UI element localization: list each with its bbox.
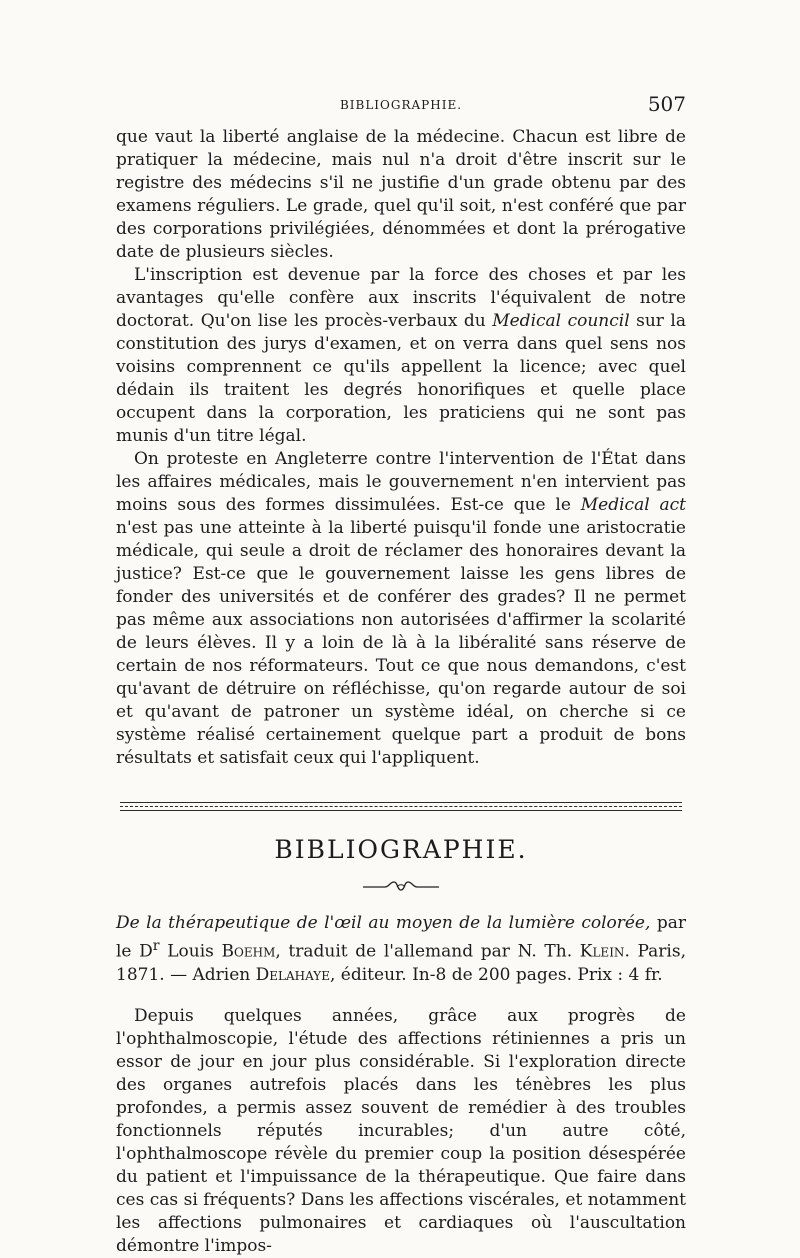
body-paragraph-2: [116, 264, 686, 448]
body-paragraph-1: que vaut la liberté anglaise de la médecine. Chacun est libre de pratiquer la médecine, mais nul n'a droit d'être inscrit sur le registre des médecins s'il ne justifie d'un grade obtenu par des examens réguliers. Le grade, quel qu'il soit, n'est conféré que par des corporations privilégiées, dénommées et dont la prérogative date de plusieurs siècles.: [116, 127, 686, 262]
running-title: BIBLIOGRAPHIE.: [339, 98, 463, 112]
running-header: [116, 92, 686, 126]
entry-text-2: Louis: [159, 941, 222, 962]
body-paragraph-2-text-a: L'inscription est devenue par la force des choses et par les avantages qu'elle confère aux inscrits l'équivalent de notre doctorat. Qu'on lise les procès-verbaux du: [116, 265, 686, 331]
review-paragraph: Depuis quelques années, grâce aux progrès de l'ophthalmoscopie, l'étude des affections rétiniennes a pris un essor de jour en jour plus considérable. Si l'exploration directe des organes autrefois placés dans les ténèbres les plus profondes, a permis assez souvent de remédier à des troubles fonctionnels réputés incurables; d'un autre côté, l'ophthalmoscope révèle du premier coup la position désespérée du patient et l'impuissance de la thérapeutique. Que faire dans ces cas si fréquents? Dans les affections viscérales, et notamment les affections pulmonaires et cardiaques où l'auscultation démontre l'impos-: [116, 1005, 686, 1256]
body-paragraph-2-text-b: sur la constitution des jurys d'examen, et on verra dans quel sens nos voisins comprennent ce qu'ils appellent la licence; avec quel dédain ils traitent les degrés honorifiques et quelle place occupent dans la corporation, les praticiens qui ne sont pas munis d'un titre légal.: [116, 311, 686, 446]
book-page: [116, 92, 686, 1258]
bibliography-entry: [116, 912, 686, 987]
publisher-name: Delahaye: [255, 964, 330, 985]
translator-name: Klein: [579, 941, 625, 962]
entry-text-5: , éditeur. In-8 de 200 pages. Prix : 4 fr.: [329, 964, 663, 985]
section-heading: BIBLIOGRAPHIE.: [274, 835, 528, 864]
section-divider: [116, 802, 686, 811]
entry-text-1: par le D: [116, 913, 686, 962]
flourish-ornament-icon: [361, 878, 441, 894]
divider-line: [120, 810, 682, 811]
body-paragraph-3: [116, 448, 686, 770]
page-number: 507: [647, 92, 686, 116]
medical-council-title: Medical council: [492, 311, 630, 331]
entry-text-4: . Paris, 1871. — Adrien: [116, 941, 686, 985]
medical-act-title: Medical act: [580, 495, 686, 515]
author-name: Boehm: [221, 941, 276, 962]
doctor-abbrev-superscript: r: [152, 938, 160, 954]
body-paragraph-3-text-a: On proteste en Angleterre contre l'intervention de l'État dans les affaires médicales, mais le gouvernement n'en intervient pas moins sous des formes dissimulées. Est-ce que le: [116, 449, 686, 515]
entry-text-3: , traduit de l'allemand par N. Th.: [275, 941, 580, 962]
divider-line: [120, 802, 682, 803]
book-title: De la thérapeutique de l'œil au moyen de la lumière colorée,: [116, 913, 651, 933]
divider-line: [120, 806, 682, 807]
body-paragraph-3-text-b: n'est pas une atteinte à la liberté puisqu'il fonde une aristocratie médicale, qui seule a droit de réclamer des honoraires devant la justice? Est-ce que le gouvernement laisse les gens libres de fonder des universités et de conférer des grades? Il ne permet pas même aux associations non autorisées d'affirmer la scolarité de leurs élèves. Il y a loin de là à la libéralité sans réserve de certain de nos réformateurs. Tout ce que nous demandons, c'est qu'avant de détruire on réfléchisse, qu'on regarde autour de soi et qu'avant de patroner un système idéal, on cherche si ce système réalisé certainement quelque part a produit de bons résultats et satisfait ceux qui l'appliquent.: [116, 518, 686, 768]
